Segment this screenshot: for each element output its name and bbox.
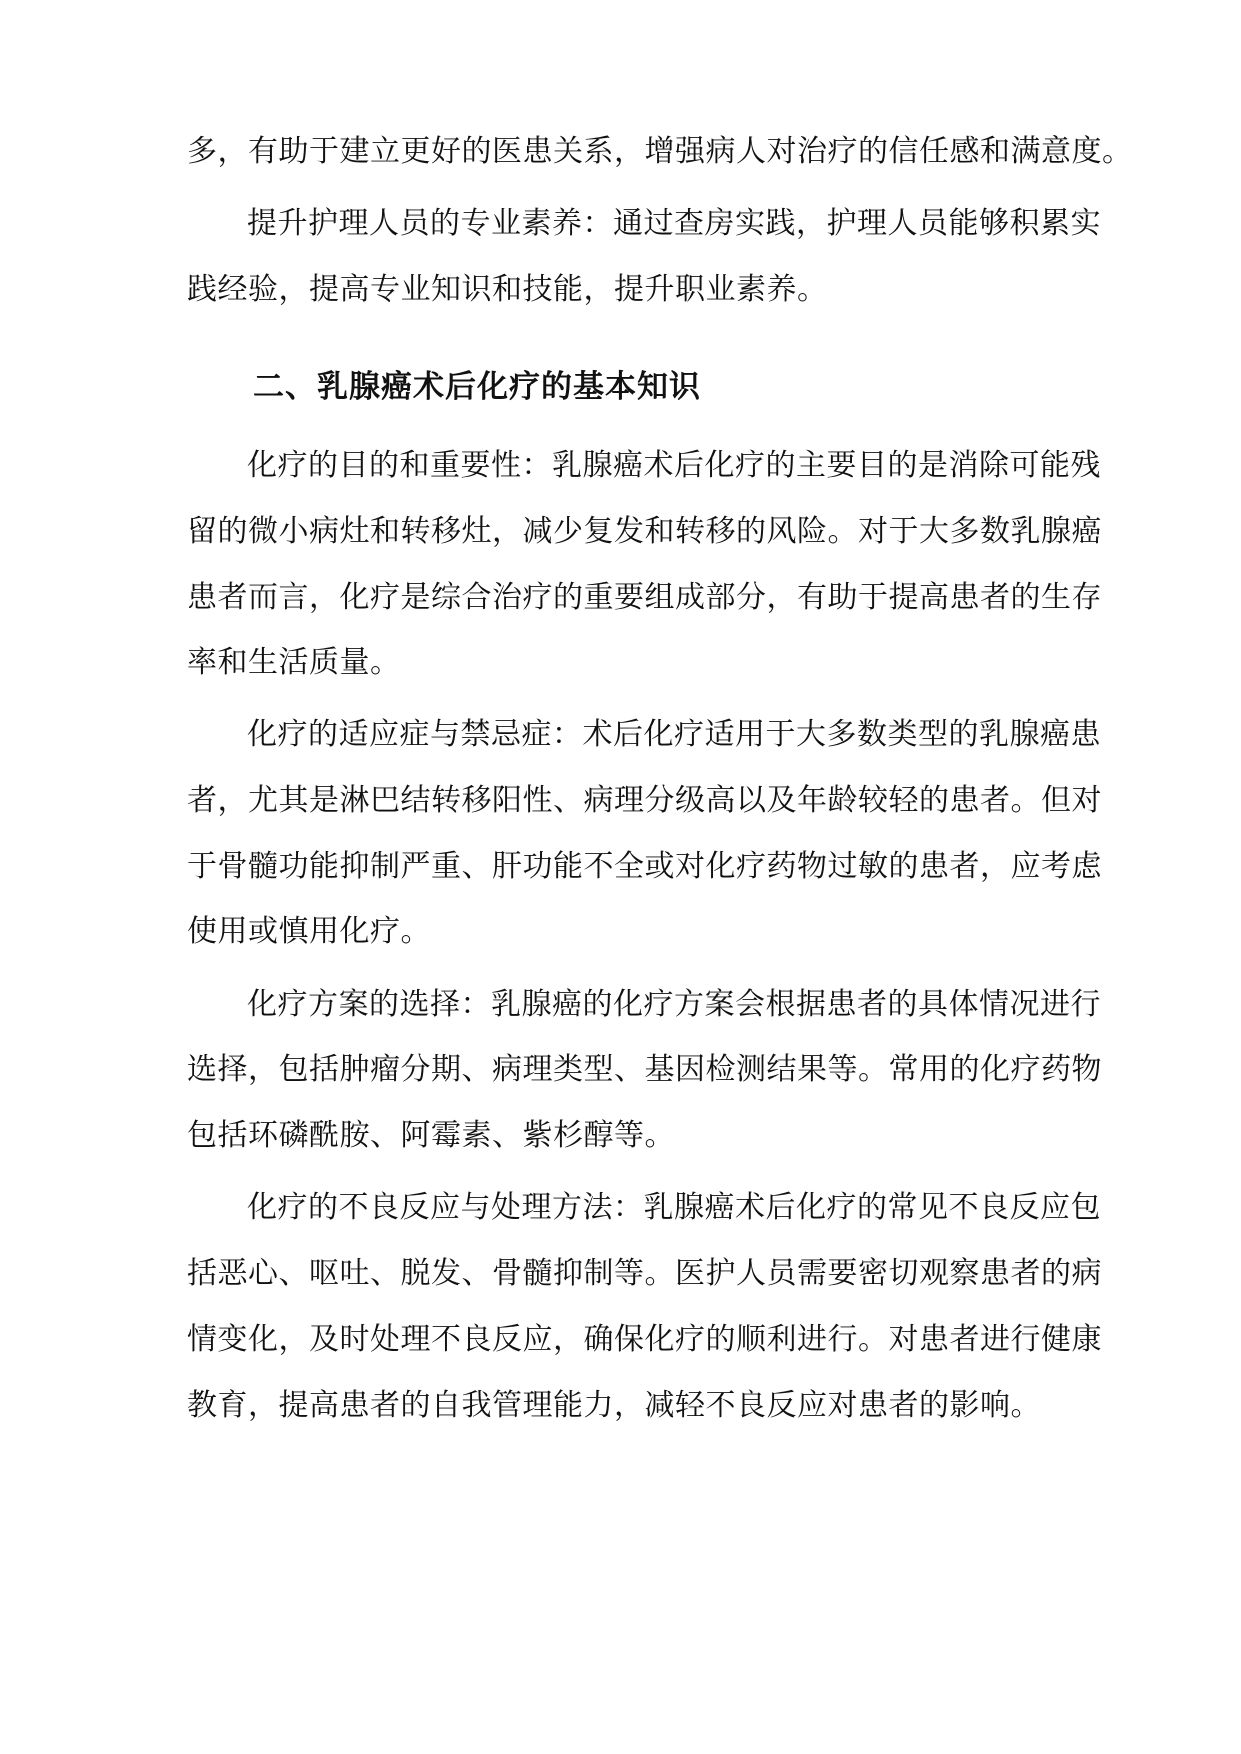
body-text-line: 践经验，提高专业知识和技能，提升职业素养。 xyxy=(187,272,828,307)
body-text-line: 化疗的不良反应与处理方法：乳腺癌术后化疗的常见不良反应包 xyxy=(247,1190,1101,1225)
body-text-line: 多，有助于建立更好的医患关系，增强病人对治疗的信任感和满意度。 xyxy=(187,134,1133,169)
body-text-line: 括恶心、呕吐、脱发、骨髓抑制等。医护人员需要密切观察患者的病 xyxy=(187,1256,1102,1291)
body-text-line: 包括环磷酰胺、阿霉素、紫杉醇等。 xyxy=(187,1118,675,1153)
body-text-line: 提升护理人员的专业素养：通过查房实践，护理人员能够积累实 xyxy=(247,206,1101,241)
body-text-line: 情变化，及时处理不良反应，确保化疗的顺利进行。对患者进行健康 xyxy=(187,1322,1102,1357)
body-text-line: 化疗的目的和重要性：乳腺癌术后化疗的主要目的是消除可能残 xyxy=(247,448,1101,483)
body-text-line: 教育，提高患者的自我管理能力，减轻不良反应对患者的影响。 xyxy=(187,1388,1041,1423)
body-text-line: 患者而言，化疗是综合治疗的重要组成部分，有助于提高患者的生存 xyxy=(187,580,1102,615)
body-text-line: 化疗方案的选择：乳腺癌的化疗方案会根据患者的具体情况进行 xyxy=(247,987,1101,1022)
body-text-line: 者，尤其是淋巴结转移阳性、病理分级高以及年龄较轻的患者。但对 xyxy=(187,783,1102,818)
body-text-line: 化疗的适应症与禁忌症：术后化疗适用于大多数类型的乳腺癌患 xyxy=(247,717,1101,752)
body-text-line: 选择，包括肿瘤分期、病理类型、基因检测结果等。常用的化疗药物 xyxy=(187,1052,1102,1087)
body-text-line: 留的微小病灶和转移灶，减少复发和转移的风险。对于大多数乳腺癌 xyxy=(187,514,1102,549)
section-heading: 二、乳腺癌术后化疗的基本知识 xyxy=(253,369,701,405)
body-text-line: 于骨髓功能抑制严重、肝功能不全或对化疗药物过敏的患者，应考虑 xyxy=(187,849,1102,884)
body-text-line: 率和生活质量。 xyxy=(187,645,401,680)
body-text-line: 使用或慎用化疗。 xyxy=(187,914,431,949)
